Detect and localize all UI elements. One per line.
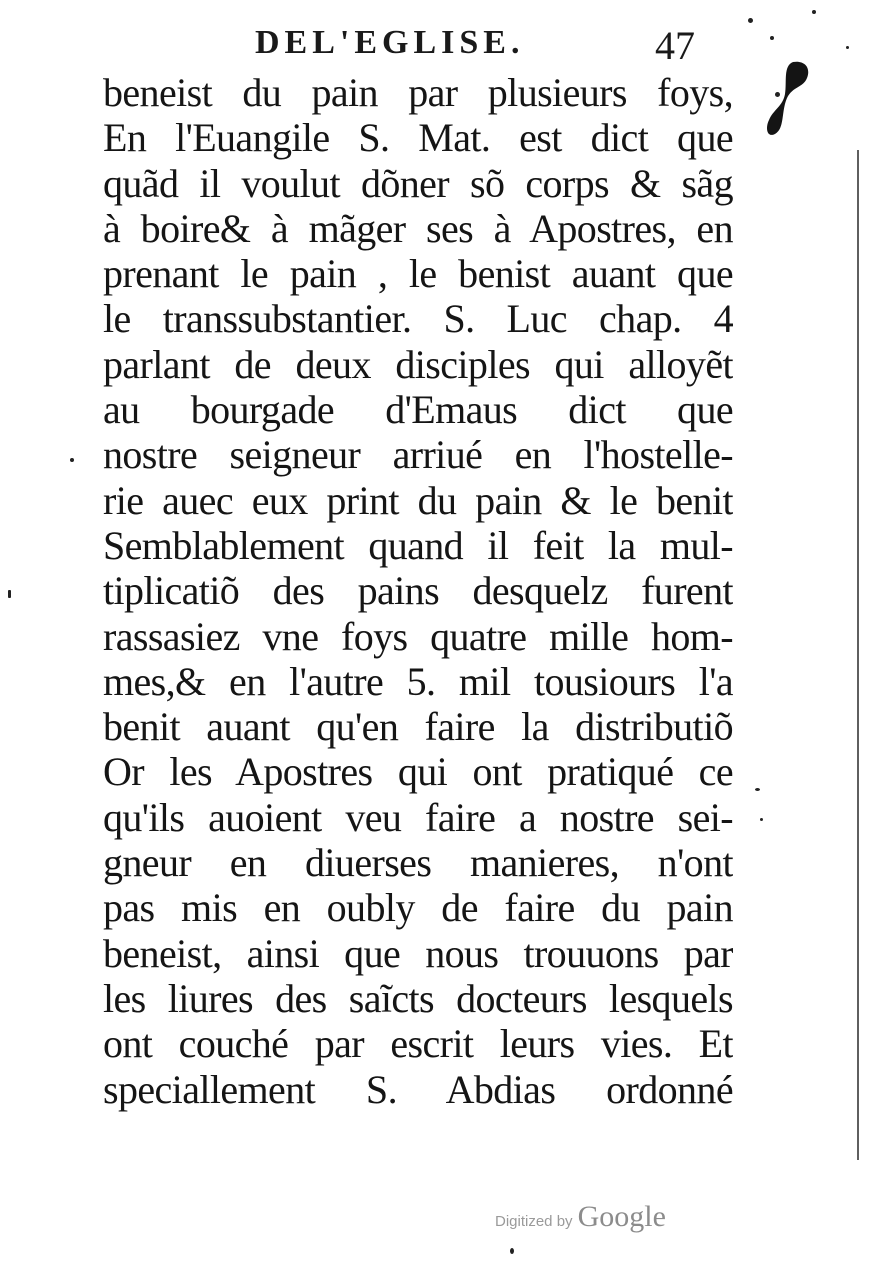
speck-mark: [775, 92, 780, 97]
text-line: Or les Apostres qui ont pratiqué ce: [103, 749, 733, 795]
speck-mark: [748, 18, 753, 23]
text-line: au bourgade d'Emaus dict que: [103, 387, 733, 433]
speck-mark: [812, 10, 816, 14]
text-line: quãd il voulut dõner sõ corps & sãg: [103, 160, 733, 206]
speck-mark: [510, 1248, 514, 1254]
running-head: DEL'EGLISE.: [255, 24, 525, 61]
text-line: gneur en diuerses manieres, n'ont: [103, 840, 733, 886]
speck-mark: [755, 788, 760, 791]
text-line: prenant le pain , le benist auant que: [103, 251, 733, 297]
body-text: [103, 70, 733, 1112]
text-line: le transsubstantier. S. Luc chap. 4: [103, 296, 733, 342]
watermark-brand: Google: [577, 1200, 666, 1233]
ink-blot-mark: [763, 58, 813, 138]
text-line: parlant de deux disciples qui alloyẽt: [103, 341, 733, 387]
text-line: Semblablement quand il feit la mul-: [103, 522, 733, 568]
watermark-prefix: Digitized by: [495, 1213, 573, 1230]
text-line: nostre seigneur arriué en l'hostelle-: [103, 432, 733, 478]
speck-mark: [70, 458, 74, 462]
text-line: les liures des saĩcts docteurs lesquels: [103, 975, 733, 1021]
digitization-watermark: [495, 1200, 666, 1234]
speck-mark: [846, 46, 849, 49]
text-line: En l'Euangile S. Mat. est dict que: [103, 115, 733, 161]
text-line: speciallement S. Abdias ordonné: [103, 1066, 733, 1112]
speck-mark: [770, 36, 774, 40]
speck-mark: [760, 818, 763, 821]
text-line: pas mis en oubly de faire du pain: [103, 885, 733, 931]
text-line: à boire& à mãger ses à Apostres, en: [103, 205, 733, 251]
text-line: rassasiez vne foys quatre mille hom-: [103, 613, 733, 659]
text-line: beneist, ainsi que nous trouuons par: [103, 930, 733, 976]
text-line: beneist du pain par plusieurs foys,: [103, 70, 733, 115]
text-line: tiplicatiõ des pains desquelz furent: [103, 568, 733, 614]
speck-mark: [8, 590, 11, 598]
text-line: ont couché par escrit leurs vies. Et: [103, 1021, 733, 1067]
page-number: 47: [655, 23, 695, 68]
text-line: qu'ils auoient veu faire a nostre sei-: [103, 794, 733, 840]
text-line: mes,& en l'autre 5. mil tousiours l'a: [103, 658, 733, 704]
page-edge-shadow: [857, 150, 859, 1160]
text-line: benit auant qu'en faire la distributiõ: [103, 704, 733, 750]
text-line: rie auec eux print du pain & le benit: [103, 477, 733, 523]
